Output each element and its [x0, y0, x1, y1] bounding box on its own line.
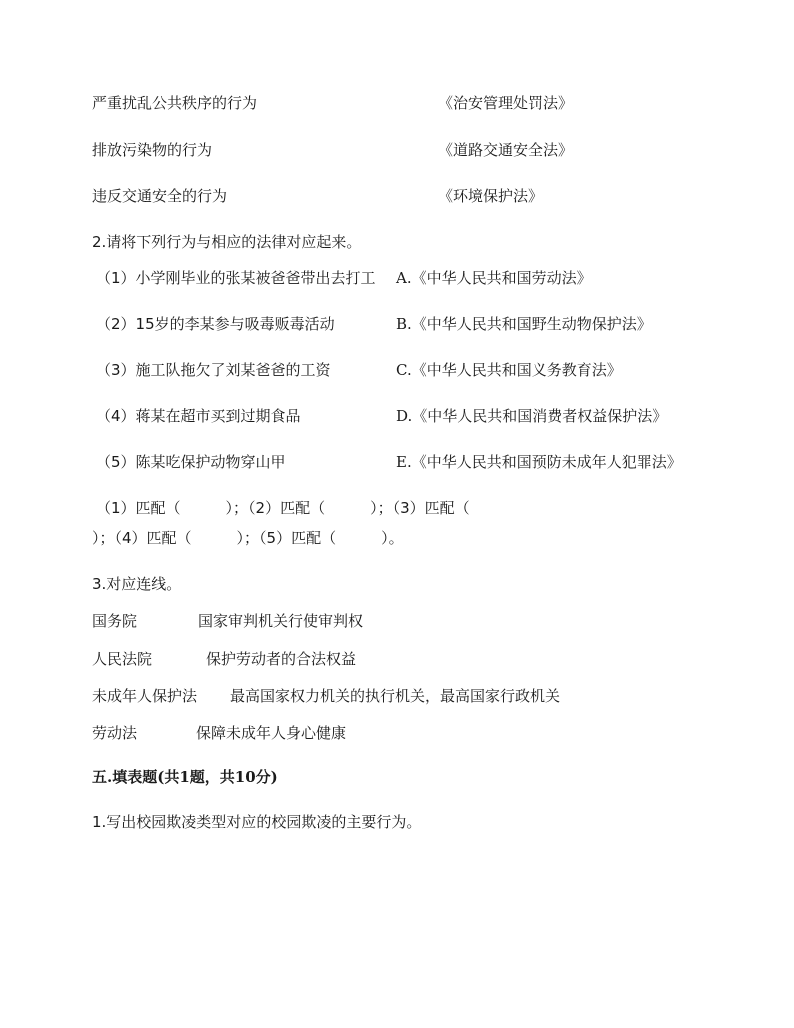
- q3-item-4-left: 劳动法: [92, 724, 138, 742]
- q2-item-4-left: （4）蒋某在超市买到过期食品: [96, 407, 301, 425]
- match1-right-2: 《道路交通安全法》: [438, 141, 574, 159]
- q3-item-1-right: 国家审判机关行使审判权: [198, 612, 364, 630]
- q3-item-1-left: 国务院: [92, 612, 138, 630]
- match1-left-1: 严重扰乱公共秩序的行为: [92, 94, 258, 112]
- q2-item-3-right: C.《中华人民共和国义务教育法》: [396, 361, 622, 379]
- match1-left-3: 违反交通安全的行为: [92, 187, 228, 205]
- section5-q1: 1.写出校园欺凌类型对应的校园欺凌的主要行为。: [92, 813, 422, 831]
- q2-item-3-left: （3）施工队拖欠了刘某爸爸的工资: [96, 361, 331, 379]
- q2-item-2-left: （2）15岁的李某参与吸毒贩毒活动: [96, 315, 335, 333]
- q2-item-1-left: （1）小学刚毕业的张某被爸爸带出去打工: [96, 269, 376, 287]
- q2-answer-line-1: （1）匹配（ ）；（2）匹配（ ）；（3）匹配（: [96, 499, 470, 517]
- q2-item-5-left: （5）陈某吃保护动物穿山甲: [96, 453, 286, 471]
- q2-item-4-right: D.《中华人民共和国消费者权益保护法》: [396, 407, 668, 425]
- section5-heading: 五.填表题(共1题，共10分): [92, 768, 278, 786]
- match1-right-1: 《治安管理处罚法》: [438, 94, 574, 112]
- match1-left-2: 排放污染物的行为: [92, 141, 213, 159]
- q3-item-3-left: 未成年人保护法: [92, 687, 198, 705]
- match1-right-3: 《环境保护法》: [438, 187, 544, 205]
- q3-item-2-right: 保护劳动者的合法权益: [206, 650, 357, 668]
- q2-item-1-right: A.《中华人民共和国劳动法》: [396, 269, 592, 287]
- q2-answer-line-2: ）；（4）匹配（ ）；（5）匹配（ ）。: [92, 529, 404, 547]
- q3-item-2-left: 人民法院: [92, 650, 153, 668]
- q3-item-4-right: 保障未成年人身心健康: [196, 724, 347, 742]
- q3-item-3-right: 最高国家权力机关的执行机关，最高国家行政机关: [230, 687, 561, 705]
- q2-item-2-right: B.《中华人民共和国野生动物保护法》: [396, 315, 652, 333]
- q2-title: 2.请将下列行为与相应的法律对应起来。: [92, 233, 362, 251]
- q2-item-5-right: E.《中华人民共和国预防未成年人犯罪法》: [396, 453, 682, 471]
- q3-title: 3.对应连线。: [92, 575, 182, 593]
